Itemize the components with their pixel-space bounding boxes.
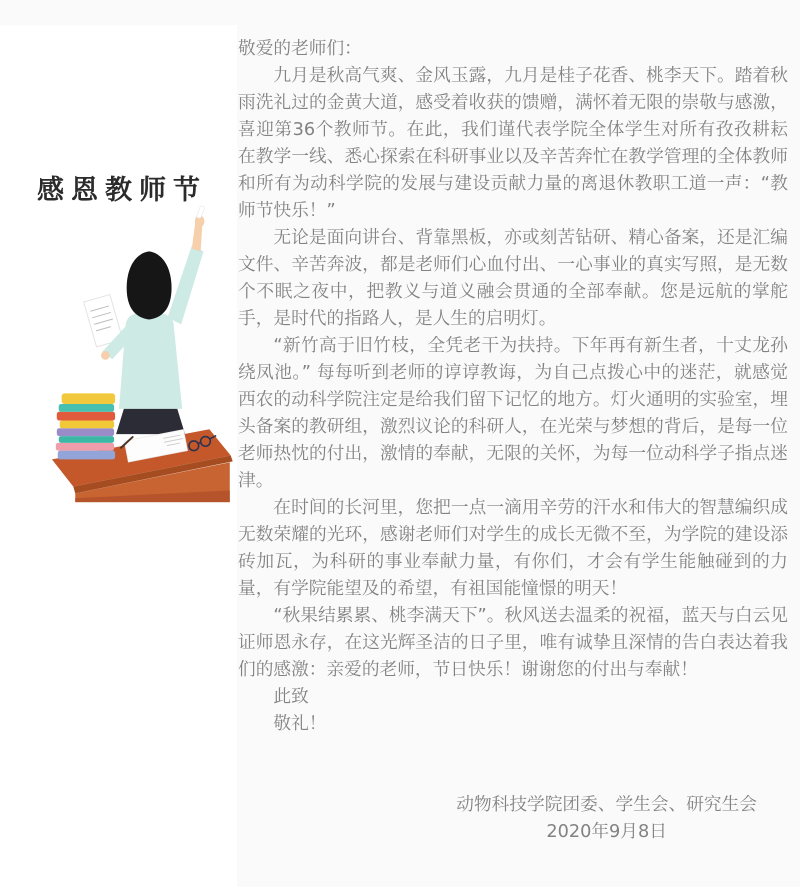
book	[57, 428, 114, 436]
book	[58, 451, 115, 460]
paragraph-2: 无论是面向讲台、背靠黑板，亦或刻苦钻研、精心备案，还是汇编文件、辛苦奔波，都是老师们心血付出、一心事业的真实写照，是无数个不眠之夜中，把教义与道义融会贯通的全部奉献。您是远航的掌舵手，是时代的指路人，是人生的启明灯。	[238, 228, 788, 329]
signature: 动物科技学院团委、学生会、研究生会	[456, 795, 757, 815]
book	[60, 421, 114, 429]
paragraph-4: 在时间的长河里，您把一点一滴用辛劳的汗水和伟大的智慧编织成无数荣耀的光环，感谢老师们对学生的成长无微不至，为学院的建设添砖加瓦，为科研的事业奉献力量，有你们，才会有学生能触碰到的力量，有学院能望及的希望，有祖国能憧憬的明天！	[238, 498, 788, 599]
date: 2020年9月8日	[546, 822, 667, 842]
paragraph-3: “新竹高于旧竹枝，全凭老干为扶持。下年再有新生者，十丈龙孙绕凤池。” 每每听到老师的谆谆教诲，为自己点拨心中的迷茫，就感觉西农的动科学院注定是给我们留下记忆的地方。灯火通明的实验室，埋头备案的教研组，激烈议论的科研人，在光荣与梦想的背后，是每一位老师热忱的付出，激情的奉献，无限的关怀，为每一位动科学子指点迷津。	[238, 336, 788, 491]
book	[57, 412, 115, 421]
teacher-raised-arm	[168, 246, 204, 325]
letter-body	[238, 36, 788, 846]
teacher-left-hand	[101, 351, 110, 360]
salutation: 敬爱的老师们：	[238, 39, 362, 59]
book	[59, 436, 114, 443]
teacher-hair	[127, 251, 172, 319]
illustration-card	[0, 25, 237, 887]
book-stack	[56, 393, 115, 459]
book	[56, 443, 114, 451]
teacher-sweater	[119, 313, 182, 409]
illustration-title: 感恩教师节	[37, 175, 207, 206]
teacher-illustration	[0, 25, 237, 887]
book	[59, 404, 114, 412]
paragraph-1: 九月是秋高气爽、金风玉露，九月是桂子花香、桃李天下。踏着秋雨洗礼过的金黄大道，感受着收获的馈赠，满怀着无限的崇敬与感激，喜迎第36个教师节。在此，我们谨代表学院全体学生对所有孜孜耕耘在教学一线、悉心探索在科研事业以及辛苦奔忙在教学管理的全体教师和所有为动科学院的发展与建设贡献力量的离退休教职工道一声：“教师节快乐！”	[238, 66, 788, 221]
paragraph-5: “秋果结累累、桃李满天下”。秋风送去温柔的祝福，蓝天与白云见证师恩永存，在这光辉圣洁的日子里，唯有诚挚且深情的告白表达着我们的感激：亲爱的老师，节日快乐！谢谢您的付出与奉献！	[238, 606, 788, 680]
chalk-icon	[196, 205, 204, 218]
closing-cizhi: 此致	[273, 687, 309, 707]
book	[62, 393, 115, 404]
closing-jingli: 敬礼！	[273, 714, 327, 734]
signature-block	[456, 792, 757, 846]
teacher-skirt	[116, 409, 185, 434]
